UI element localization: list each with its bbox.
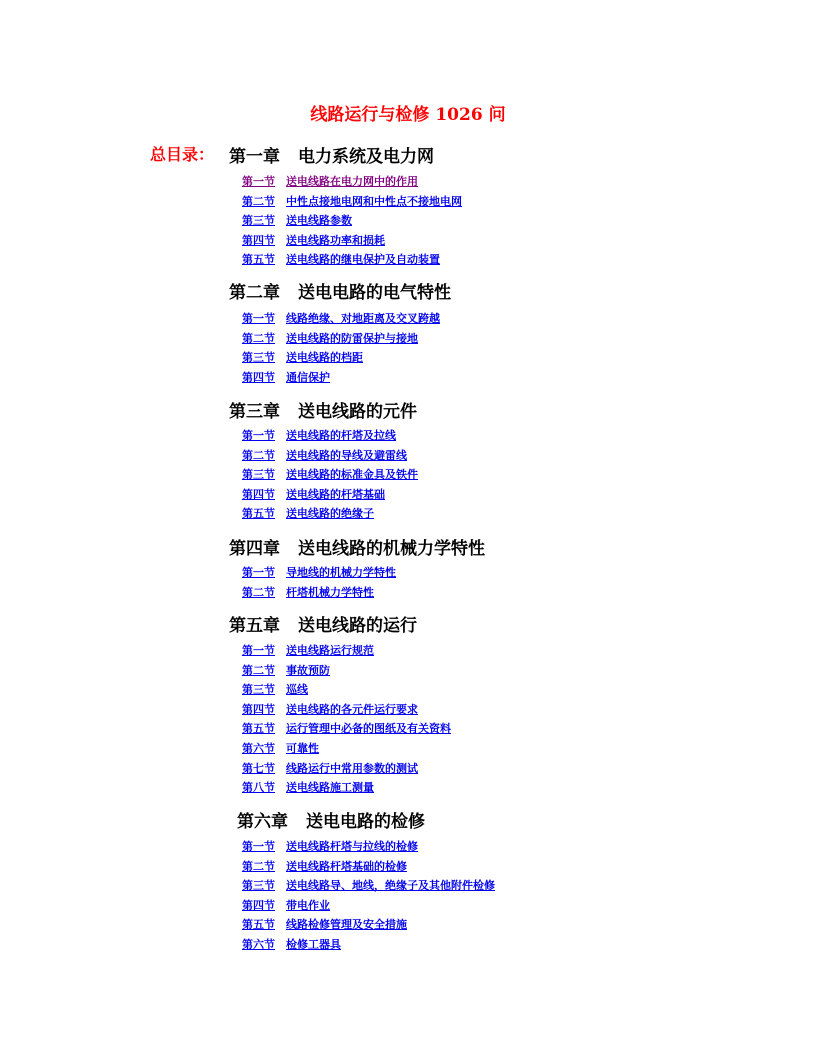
chapter-number: 第四章 bbox=[229, 539, 280, 559]
section-title: 送电线路运行规范 bbox=[286, 644, 374, 657]
section-link[interactable] bbox=[242, 838, 418, 854]
section-title: 送电线路杆塔与拉线的检修 bbox=[286, 840, 418, 853]
document-title: 线路运行与检修 1026 问 bbox=[310, 105, 506, 125]
section-link[interactable] bbox=[242, 936, 341, 952]
section-link[interactable] bbox=[242, 858, 407, 874]
section-number: 第一节 bbox=[242, 429, 275, 442]
section-number: 第五节 bbox=[242, 253, 275, 267]
section-number: 第一节 bbox=[242, 566, 275, 579]
section-link[interactable] bbox=[242, 466, 418, 482]
section-link[interactable] bbox=[242, 330, 418, 346]
section-number: 第三节 bbox=[242, 351, 275, 365]
section-title: 线路运行中常用参数的测试 bbox=[286, 761, 418, 775]
section-number: 第一节 bbox=[242, 312, 275, 325]
section-link[interactable] bbox=[242, 427, 396, 443]
section-link[interactable] bbox=[242, 720, 451, 736]
section-link[interactable] bbox=[242, 779, 374, 795]
section-title: 送电线路的各元件运行要求 bbox=[286, 702, 418, 716]
section-number: 第三节 bbox=[242, 879, 275, 893]
section-title: 送电线路在电力网中的作用 bbox=[286, 175, 418, 188]
section-number: 第四节 bbox=[242, 898, 275, 912]
section-link[interactable] bbox=[242, 701, 418, 717]
chapter-title: 送电线路的元件 bbox=[298, 402, 417, 422]
section-title: 线路绝缘、对地距离及交叉跨越 bbox=[286, 312, 440, 325]
chapter-title: 电力系统及电力网 bbox=[298, 147, 434, 167]
section-title: 送电线路的标准金具及铁件 bbox=[286, 468, 418, 482]
chapter-heading bbox=[229, 611, 417, 636]
section-number: 第六节 bbox=[242, 742, 275, 755]
section-link[interactable] bbox=[242, 564, 396, 580]
chapter-heading bbox=[229, 397, 417, 422]
section-link[interactable] bbox=[242, 251, 440, 267]
section-number: 第二节 bbox=[242, 194, 275, 208]
section-title: 导地线的机械力学特性 bbox=[286, 566, 396, 579]
section-link[interactable] bbox=[242, 662, 330, 678]
section-link[interactable] bbox=[242, 681, 308, 697]
section-title: 巡线 bbox=[286, 683, 308, 697]
section-link[interactable] bbox=[242, 369, 330, 385]
section-number: 第三节 bbox=[242, 214, 275, 228]
section-link[interactable] bbox=[242, 486, 385, 502]
section-title: 送电线路的防雷保护与接地 bbox=[286, 331, 418, 345]
section-title: 送电线路参数 bbox=[286, 214, 352, 228]
chapter-number: 第六章 bbox=[237, 812, 288, 832]
section-number: 第四节 bbox=[242, 233, 275, 247]
section-title: 中性点接地电网和中性点不接地电网 bbox=[286, 194, 462, 208]
section-title: 杆塔机械力学特性 bbox=[286, 585, 374, 599]
chapter-number: 第一章 bbox=[229, 147, 280, 167]
section-link[interactable] bbox=[242, 232, 385, 248]
section-link[interactable] bbox=[242, 447, 407, 463]
section-number: 第二节 bbox=[242, 331, 275, 345]
section-number: 第四节 bbox=[242, 702, 275, 716]
section-number: 第二节 bbox=[242, 859, 275, 873]
section-link[interactable] bbox=[242, 916, 407, 932]
section-link[interactable] bbox=[242, 310, 440, 326]
section-title: 带电作业 bbox=[286, 898, 330, 912]
section-title: 通信保护 bbox=[286, 370, 330, 384]
section-number: 第三节 bbox=[242, 468, 275, 482]
section-title: 送电线路功率和损耗 bbox=[286, 233, 385, 247]
section-link[interactable] bbox=[242, 897, 330, 913]
section-link[interactable] bbox=[242, 173, 418, 189]
chapter-number: 第二章 bbox=[229, 283, 280, 303]
section-link[interactable] bbox=[242, 740, 319, 756]
section-link[interactable] bbox=[242, 642, 374, 658]
chapter-number: 第五章 bbox=[229, 616, 280, 636]
chapter-title: 送电电路的电气特性 bbox=[298, 283, 451, 303]
section-title: 运行管理中必备的图纸及有关资料 bbox=[286, 722, 451, 736]
section-number: 第五节 bbox=[242, 507, 275, 521]
section-title: 送电线路的档距 bbox=[286, 351, 363, 365]
section-link[interactable] bbox=[242, 349, 363, 365]
chapter-title: 送电线路的运行 bbox=[298, 616, 417, 636]
section-title: 可靠性 bbox=[286, 742, 319, 755]
section-number: 第五节 bbox=[242, 722, 275, 736]
section-title: 送电线路的绝缘子 bbox=[286, 507, 374, 521]
section-number: 第六节 bbox=[242, 938, 275, 951]
section-title: 送电线路的继电保护及自动装置 bbox=[286, 253, 440, 267]
section-number: 第一节 bbox=[242, 175, 275, 188]
section-link[interactable] bbox=[242, 505, 374, 521]
section-link[interactable] bbox=[242, 193, 462, 209]
chapter-number: 第三章 bbox=[229, 402, 280, 422]
section-number: 第二节 bbox=[242, 585, 275, 599]
section-title: 事故预防 bbox=[286, 663, 330, 677]
chapter-title: 送电线路的机械力学特性 bbox=[298, 539, 485, 559]
section-title: 送电线路施工测量 bbox=[286, 781, 374, 795]
section-number: 第一节 bbox=[242, 840, 275, 853]
chapter-heading bbox=[237, 807, 425, 832]
section-number: 第四节 bbox=[242, 370, 275, 384]
section-number: 第七节 bbox=[242, 761, 275, 775]
chapter-heading bbox=[229, 278, 451, 303]
section-number: 第八节 bbox=[242, 781, 275, 795]
section-link[interactable] bbox=[242, 584, 374, 600]
section-title: 送电线路杆塔基础的检修 bbox=[286, 859, 407, 873]
section-number: 第一节 bbox=[242, 644, 275, 657]
section-title: 检修工器具 bbox=[286, 938, 341, 951]
section-link[interactable] bbox=[242, 760, 418, 776]
section-title: 送电线路的导线及避雷线 bbox=[286, 448, 407, 462]
section-link[interactable] bbox=[242, 212, 352, 228]
section-title: 送电线路导、地线，绝缘子及其他附件检修 bbox=[286, 879, 495, 893]
toc-label: 总目录： bbox=[150, 145, 215, 164]
section-title: 送电线路的杆塔及拉线 bbox=[286, 429, 396, 442]
chapter-heading bbox=[229, 142, 434, 167]
section-number: 第五节 bbox=[242, 918, 275, 932]
section-number: 第三节 bbox=[242, 683, 275, 697]
section-number: 第二节 bbox=[242, 448, 275, 462]
section-title: 送电线路的杆塔基础 bbox=[286, 487, 385, 501]
section-number: 第四节 bbox=[242, 487, 275, 501]
section-link[interactable] bbox=[242, 877, 495, 893]
chapter-heading bbox=[229, 534, 485, 559]
section-number: 第二节 bbox=[242, 663, 275, 677]
chapter-title: 送电电路的检修 bbox=[306, 812, 425, 832]
section-title: 线路检修管理及安全措施 bbox=[286, 918, 407, 932]
